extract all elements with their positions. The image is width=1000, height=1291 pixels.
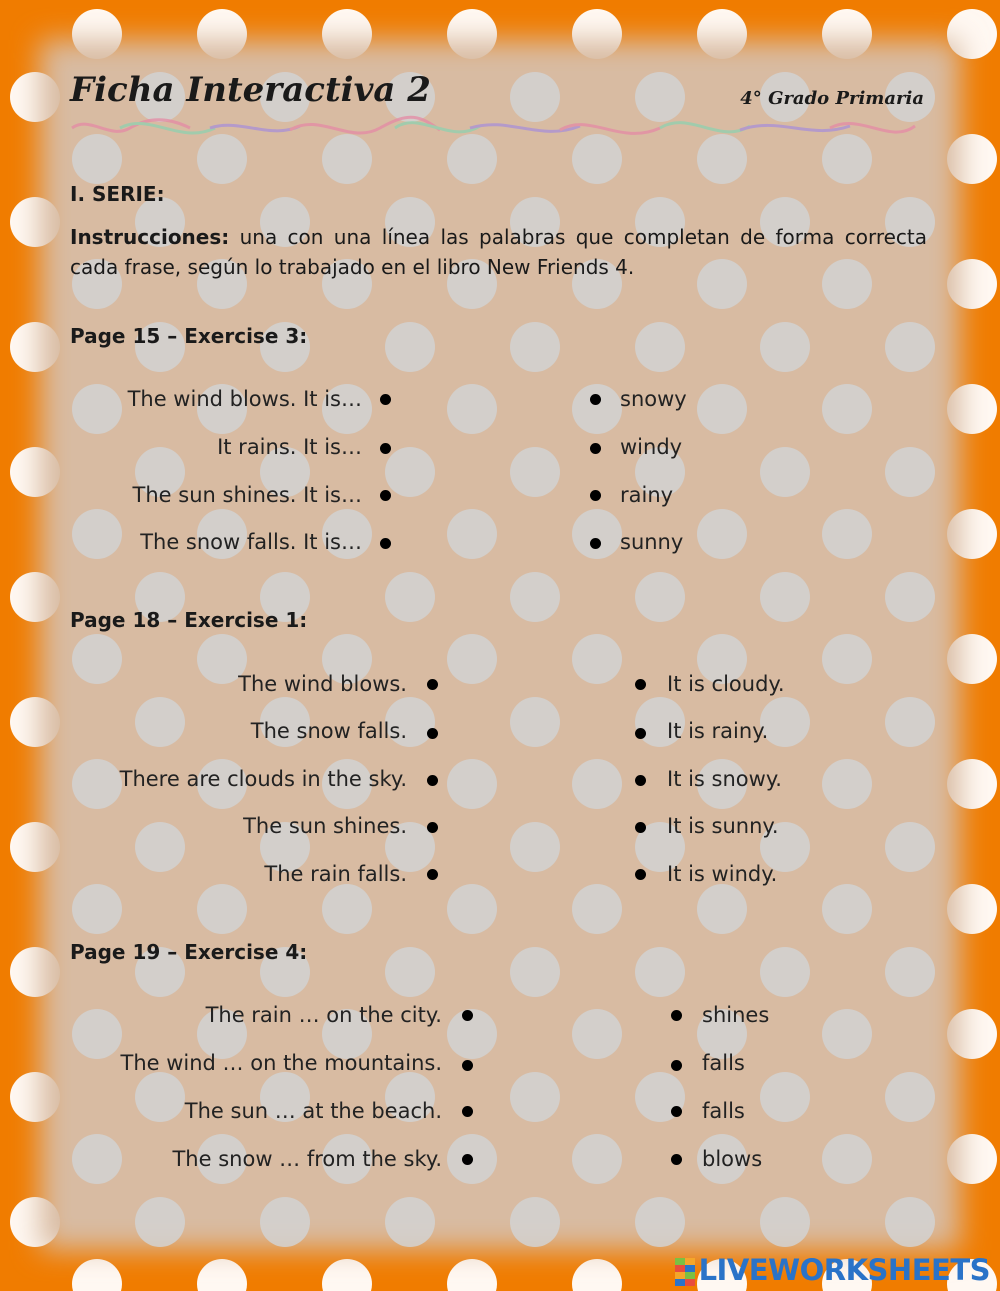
polka-dot — [822, 384, 872, 434]
polka-dot — [760, 322, 810, 372]
polka-dot — [760, 447, 810, 497]
polka-dot — [885, 1197, 935, 1247]
polka-dot — [447, 509, 497, 559]
instructions — [70, 222, 927, 282]
polka-dot — [447, 884, 497, 934]
polka-dot — [822, 1009, 872, 1059]
polka-dot — [510, 447, 560, 497]
match-right-dot[interactable] — [590, 394, 601, 405]
polka-dot — [72, 384, 122, 434]
match-left-dot[interactable] — [427, 775, 438, 786]
page-title: Ficha Interactiva 2 — [70, 70, 431, 110]
match-right-item: falls — [702, 1051, 745, 1075]
polka-dot — [572, 509, 622, 559]
match-right-item: rainy — [620, 483, 674, 507]
match-right-item: snowy — [620, 387, 687, 411]
match-right-item: falls — [702, 1099, 745, 1123]
polka-dot — [135, 697, 185, 747]
match-left-item: The sun shines. It is… — [132, 483, 362, 507]
polka-dot — [760, 947, 810, 997]
instructions-label: Instrucciones: — [70, 225, 230, 249]
polka-dot — [760, 572, 810, 622]
polka-dot — [697, 509, 747, 559]
polka-dot — [822, 759, 872, 809]
match-right-dot[interactable] — [671, 1060, 682, 1071]
polka-dot — [510, 697, 560, 747]
polka-dot — [385, 947, 435, 997]
match-left-dot[interactable] — [462, 1154, 473, 1165]
polka-dot — [510, 947, 560, 997]
polka-dot — [135, 1072, 185, 1122]
match-left-item: The snow … from the sky. — [172, 1147, 442, 1171]
match-right-dot[interactable] — [671, 1154, 682, 1165]
instructions-text: una con una línea las palabras que completan de forma correcta cada frase, según lo trabajado en el libro New Friends 4. — [70, 225, 927, 279]
match-right-item: It is sunny. — [667, 814, 779, 838]
match-left-item: It rains. It is… — [217, 435, 362, 459]
polka-dot — [822, 1134, 872, 1184]
polka-dot — [572, 384, 622, 434]
polka-dot — [72, 134, 122, 184]
match-left-item: The rain … on the city. — [205, 1003, 442, 1027]
match-right-item: blows — [702, 1147, 763, 1171]
polka-dot — [510, 322, 560, 372]
polka-dot — [385, 447, 435, 497]
polka-dot — [572, 1134, 622, 1184]
polka-dot — [697, 384, 747, 434]
match-left-dot[interactable] — [427, 728, 438, 739]
polka-dot — [572, 634, 622, 684]
match-left-item: The snow falls. It is… — [140, 530, 362, 554]
polka-dot — [572, 884, 622, 934]
polka-dot — [885, 697, 935, 747]
polka-dot — [635, 947, 685, 997]
exercise-title: Page 18 – Exercise 1: — [70, 608, 308, 632]
match-left-dot[interactable] — [427, 869, 438, 880]
grade-label: 4° Grado Primaria — [740, 88, 924, 109]
polka-dot — [697, 134, 747, 184]
polka-dot — [385, 322, 435, 372]
match-left-dot[interactable] — [462, 1106, 473, 1117]
match-right-dot[interactable] — [635, 822, 646, 833]
match-left-dot[interactable] — [380, 394, 391, 405]
polka-dot — [197, 884, 247, 934]
liveworksheets-badge-icon — [675, 1258, 695, 1286]
polka-dot — [760, 1197, 810, 1247]
match-left-item: The sun shines. — [243, 814, 407, 838]
liveworksheets-brand: LIVEWORKSHEETS — [698, 1253, 990, 1287]
match-right-item: It is snowy. — [667, 767, 782, 791]
match-right-item: windy — [620, 435, 683, 459]
polka-dot — [822, 884, 872, 934]
match-right-dot[interactable] — [671, 1106, 682, 1117]
polka-dot — [447, 759, 497, 809]
polka-dot — [572, 134, 622, 184]
match-right-item: It is windy. — [667, 862, 778, 886]
polka-dot — [885, 322, 935, 372]
match-right-dot[interactable] — [635, 728, 646, 739]
polka-dot — [322, 884, 372, 934]
polka-dot — [635, 322, 685, 372]
polka-dot — [697, 884, 747, 934]
polka-dot — [822, 509, 872, 559]
polka-dot — [510, 1072, 560, 1122]
match-left-item: The wind blows. — [238, 672, 407, 696]
polka-dot — [72, 884, 122, 934]
match-left-dot[interactable] — [462, 1010, 473, 1021]
exercise-title: Page 15 – Exercise 3: — [70, 324, 308, 348]
polka-dot — [885, 1072, 935, 1122]
polka-dot — [885, 947, 935, 997]
polka-dot — [885, 572, 935, 622]
match-left-dot[interactable] — [380, 490, 391, 501]
polka-dot — [510, 572, 560, 622]
match-left-item: The wind … on the mountains. — [120, 1051, 442, 1075]
match-right-dot[interactable] — [590, 443, 601, 454]
polka-dot — [510, 1197, 560, 1247]
polka-dot — [822, 634, 872, 684]
polka-dot — [135, 1197, 185, 1247]
polka-dot — [885, 447, 935, 497]
match-right-dot[interactable] — [590, 538, 601, 549]
polka-dot — [260, 1197, 310, 1247]
exercise-title: Page 19 – Exercise 4: — [70, 940, 308, 964]
polka-dot — [760, 1072, 810, 1122]
polka-dot — [635, 72, 685, 122]
match-right-dot[interactable] — [635, 869, 646, 880]
polka-dot — [885, 822, 935, 872]
polka-dot — [635, 572, 685, 622]
polka-dot — [72, 634, 122, 684]
polka-dot — [72, 1009, 122, 1059]
match-left-item: The snow falls. — [250, 719, 407, 743]
match-right-item: It is rainy. — [667, 719, 769, 743]
match-right-dot[interactable] — [635, 679, 646, 690]
match-left-item: The sun … at the beach. — [184, 1099, 442, 1123]
polka-dot — [447, 134, 497, 184]
match-left-item: The rain falls. — [264, 862, 407, 886]
polka-dot — [447, 384, 497, 434]
match-left-dot[interactable] — [380, 443, 391, 454]
match-left-dot[interactable] — [380, 538, 391, 549]
polka-dot — [572, 1009, 622, 1059]
match-right-item: sunny — [620, 530, 684, 554]
match-left-dot[interactable] — [427, 679, 438, 690]
match-right-item: shines — [702, 1003, 770, 1027]
polka-dot — [572, 759, 622, 809]
polka-dot — [385, 1197, 435, 1247]
match-left-item: The wind blows. It is… — [127, 387, 362, 411]
match-right-dot[interactable] — [635, 775, 646, 786]
polka-dot — [447, 634, 497, 684]
polka-dot — [197, 134, 247, 184]
polka-dot — [135, 822, 185, 872]
match-right-dot[interactable] — [671, 1010, 682, 1021]
polka-dot — [72, 1134, 122, 1184]
polka-dot — [322, 134, 372, 184]
polka-dot — [72, 759, 122, 809]
match-left-dot[interactable] — [462, 1060, 473, 1071]
match-right-dot[interactable] — [590, 490, 601, 501]
polka-dot — [510, 72, 560, 122]
section-label: I. SERIE: — [70, 182, 165, 206]
match-right-item: It is cloudy. — [667, 672, 785, 696]
match-left-dot[interactable] — [427, 822, 438, 833]
polka-dot — [385, 572, 435, 622]
polka-dot — [72, 509, 122, 559]
match-left-item: There are clouds in the sky. — [119, 767, 407, 791]
liveworksheets-logo[interactable] — [675, 1253, 990, 1287]
polka-dot — [635, 1197, 685, 1247]
polka-dot — [510, 822, 560, 872]
polka-dot — [822, 134, 872, 184]
